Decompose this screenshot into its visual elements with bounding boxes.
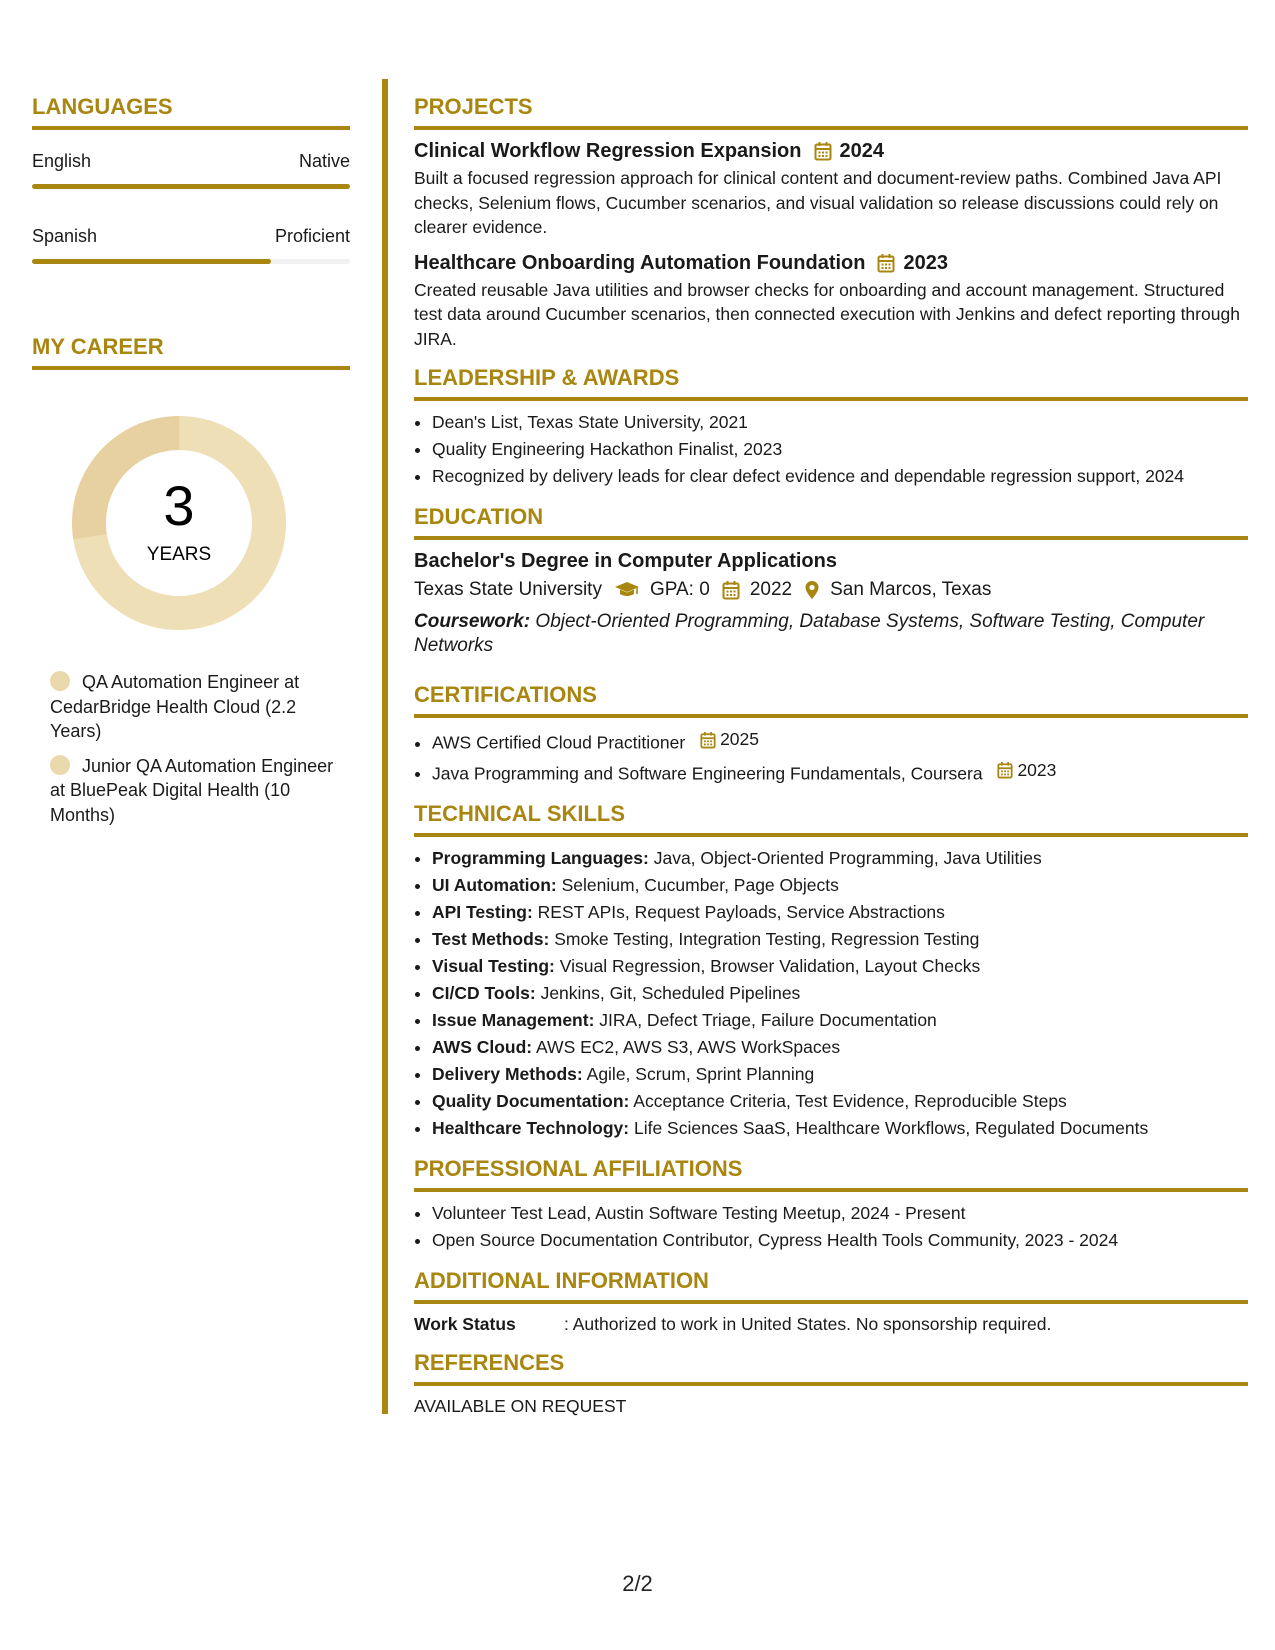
calendar-icon bbox=[700, 731, 716, 749]
career-list bbox=[32, 670, 350, 827]
project-title: Healthcare Onboarding Automation Foundation 2023 bbox=[414, 251, 948, 274]
additional-section bbox=[414, 1268, 1248, 1336]
calendar-icon bbox=[814, 141, 832, 161]
references-text: AVAILABLE ON REQUEST bbox=[414, 1396, 627, 1416]
location-pin-icon bbox=[804, 580, 820, 600]
language-level: Proficient bbox=[274, 226, 350, 246]
skill-value: JIRA, Defect Triage, Failure Documentation bbox=[599, 1010, 937, 1030]
skill-value: REST APIs, Request Payloads, Service Abstractions bbox=[537, 902, 945, 922]
projects-section bbox=[414, 94, 1248, 351]
language-item bbox=[32, 150, 350, 189]
skill-value: Acceptance Criteria, Test Evidence, Reproducible Steps bbox=[633, 1091, 1067, 1111]
career-years-value: 3 bbox=[163, 474, 195, 537]
skills-list bbox=[414, 845, 1248, 1142]
education-location: San Marcos, Texas bbox=[830, 579, 992, 600]
skill-label: Issue Management: bbox=[432, 1010, 595, 1030]
skill-value: AWS EC2, AWS S3, AWS WorkSpaces bbox=[536, 1037, 841, 1057]
work-status-value: : Authorized to work in United States. No sponsorship required. bbox=[564, 1314, 1052, 1334]
certifications-section bbox=[414, 682, 1248, 787]
graduation-cap-icon bbox=[614, 581, 640, 599]
career-item: QA Automation Engineer at CedarBridge Health Cloud (2.2 Years) bbox=[50, 672, 300, 741]
skill-item bbox=[432, 845, 1248, 872]
career-donut bbox=[66, 410, 292, 636]
coursework-value: Object-Oriented Programming, Database Systems, Software Testing, Computer Networks bbox=[414, 611, 1205, 656]
education-section bbox=[414, 504, 1248, 658]
list-item: • Java Programming and Software Engineering Fundamentals, Coursera 2023 bbox=[432, 757, 1248, 788]
skill-item bbox=[432, 1115, 1248, 1142]
skill-value: Life Sciences SaaS, Healthcare Workflows, Regulated Documents bbox=[633, 1118, 1149, 1138]
skill-item bbox=[432, 1034, 1248, 1061]
skill-item bbox=[432, 1088, 1248, 1115]
skill-item bbox=[432, 1007, 1248, 1034]
skill-label: API Testing: bbox=[432, 902, 533, 922]
languages-heading: LANGUAGES bbox=[32, 94, 350, 130]
language-bar bbox=[32, 184, 350, 189]
list-item: • Quality Engineering Hackathon Finalist, 2023 bbox=[432, 436, 1248, 463]
coursework-label: Coursework: bbox=[414, 611, 531, 632]
skill-label: UI Automation: bbox=[432, 875, 557, 895]
career-years-unit: YEARS bbox=[146, 544, 212, 565]
project-description: Built a focused regression approach for clinical content and document-review paths. Combined Java API checks, Selenium flows, Cucumber scenarios, and visual validation so release discussions could rely on clearer evidence. bbox=[414, 168, 1222, 237]
skill-value: Selenium, Cucumber, Page Objects bbox=[561, 875, 839, 895]
education-school: Texas State University bbox=[414, 579, 602, 600]
right-column bbox=[414, 94, 1248, 1432]
skill-item bbox=[432, 926, 1248, 953]
career-heading: MY CAREER bbox=[32, 334, 350, 370]
skill-value: Agile, Scrum, Sprint Planning bbox=[586, 1064, 815, 1084]
cert-year: 2025 bbox=[720, 729, 760, 749]
projects-heading: PROJECTS bbox=[414, 94, 1248, 130]
skill-label: Healthcare Technology: bbox=[432, 1118, 630, 1138]
skill-label: Visual Testing: bbox=[432, 956, 555, 976]
affiliations-section bbox=[414, 1156, 1248, 1254]
education-heading: EDUCATION bbox=[414, 504, 1248, 540]
additional-heading: ADDITIONAL INFORMATION bbox=[414, 1268, 1248, 1304]
language-bar bbox=[32, 259, 350, 264]
project-title: Clinical Workflow Regression Expansion 2024 bbox=[414, 140, 884, 162]
skill-item bbox=[432, 980, 1248, 1007]
skill-label: Delivery Methods: bbox=[432, 1064, 583, 1084]
skill-value: Jenkins, Git, Scheduled Pipelines bbox=[540, 983, 801, 1003]
skill-label: Test Methods: bbox=[432, 929, 550, 949]
career-item: Junior QA Automation Engineer at BluePeak Digital Health (10 Months) bbox=[50, 755, 334, 825]
skills-section bbox=[414, 801, 1248, 1142]
language-item bbox=[32, 225, 350, 264]
language-name: Spanish bbox=[32, 226, 98, 246]
list-item: • AWS Certified Cloud Practitioner 2025 bbox=[432, 726, 1248, 757]
work-status-label: Work Status bbox=[414, 1314, 516, 1334]
cert-year: 2023 bbox=[1017, 759, 1057, 780]
education-coursework bbox=[414, 610, 1248, 658]
project-year: 2024 bbox=[839, 140, 884, 162]
language-name: English bbox=[32, 151, 92, 171]
language-bar-fill bbox=[32, 259, 271, 264]
skills-heading: TECHNICAL SKILLS bbox=[414, 801, 1248, 837]
education-details bbox=[414, 576, 1248, 604]
page-number: 2/2 bbox=[622, 1571, 653, 1596]
leadership-section bbox=[414, 365, 1248, 490]
affiliations-heading: PROFESSIONAL AFFILIATIONS bbox=[414, 1156, 1248, 1192]
education-year: 2022 bbox=[749, 579, 793, 600]
skill-item bbox=[432, 899, 1248, 926]
skill-value: Java, Object-Oriented Programming, Java Utilities bbox=[653, 848, 1042, 868]
calendar-icon bbox=[722, 580, 740, 600]
certifications-heading: CERTIFICATIONS bbox=[414, 682, 1248, 718]
project-year: 2023 bbox=[903, 251, 948, 274]
column-divider bbox=[382, 79, 388, 1414]
skill-value: Smoke Testing, Integration Testing, Regression Testing bbox=[554, 929, 980, 949]
skill-label: CI/CD Tools: bbox=[432, 983, 536, 1003]
calendar-icon bbox=[997, 761, 1013, 779]
skill-label: Programming Languages: bbox=[432, 848, 649, 868]
list-item: • Recognized by delivery leads for clear defect evidence and dependable regression support, 2024 bbox=[432, 463, 1248, 490]
language-level: Native bbox=[298, 151, 350, 171]
calendar-icon bbox=[877, 253, 895, 273]
references-heading: REFERENCES bbox=[414, 1350, 1248, 1386]
skill-label: AWS Cloud: bbox=[432, 1037, 533, 1057]
left-column bbox=[32, 94, 350, 837]
references-section bbox=[414, 1350, 1248, 1418]
project-description: Created reusable Java utilities and browser checks for onboarding and account management. Structured test data around Cucumber scenarios, then connected execution with Jenkins and defect reporting through JIRA. bbox=[414, 279, 1240, 349]
education-degree: Bachelor's Degree in Computer Applications bbox=[414, 550, 837, 572]
skill-item bbox=[432, 872, 1248, 899]
skill-item bbox=[432, 1061, 1248, 1088]
list-item: • Volunteer Test Lead, Austin Software Testing Meetup, 2024 - Present bbox=[432, 1200, 1248, 1227]
skill-value: Visual Regression, Browser Validation, Layout Checks bbox=[559, 956, 981, 976]
career-dot-icon bbox=[50, 755, 70, 775]
skill-item bbox=[432, 953, 1248, 980]
list-item: • Dean's List, Texas State University, 2021 bbox=[432, 409, 1248, 436]
career-dot-icon bbox=[50, 671, 70, 691]
leadership-heading: LEADERSHIP & AWARDS bbox=[414, 365, 1248, 401]
skill-label: Quality Documentation: bbox=[432, 1091, 630, 1111]
list-item: • Open Source Documentation Contributor, Cypress Health Tools Community, 2023 - 2024 bbox=[432, 1227, 1248, 1254]
language-bar-fill bbox=[32, 184, 350, 189]
education-gpa: GPA: 0 bbox=[649, 579, 710, 600]
